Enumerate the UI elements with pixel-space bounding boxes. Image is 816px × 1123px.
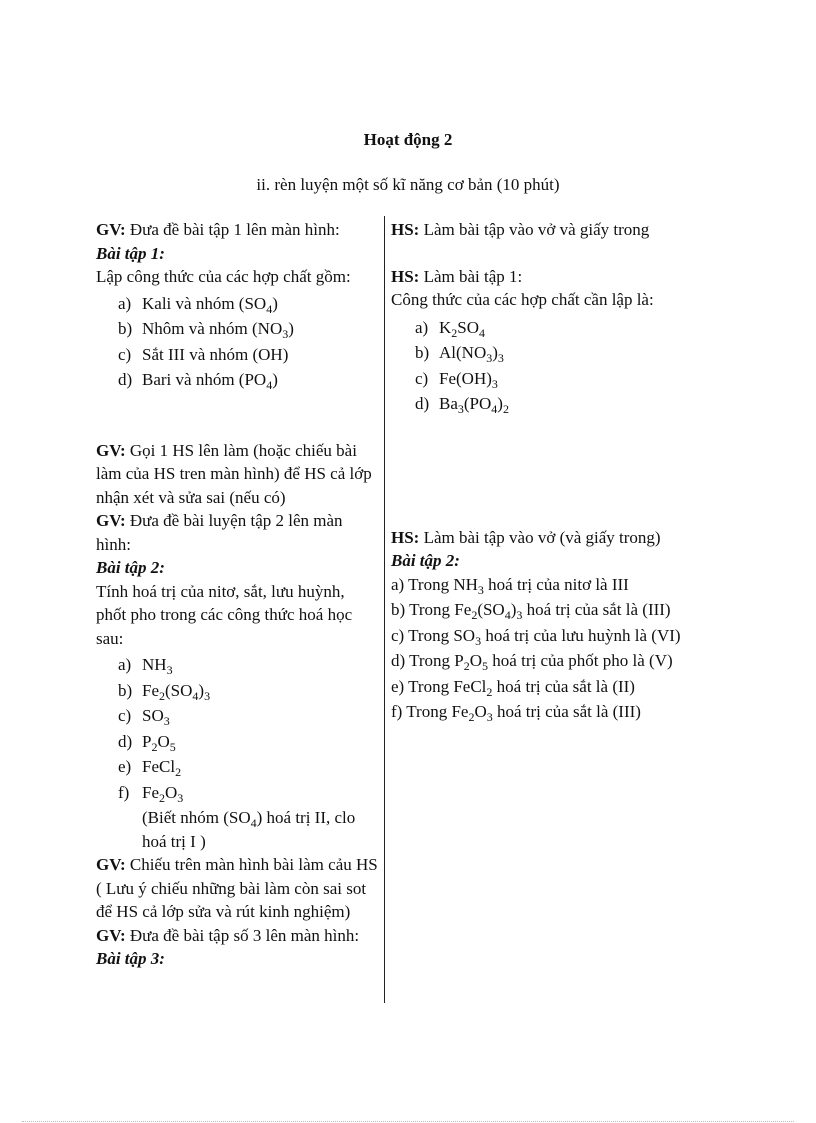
list-item: a) $K_2SO_4$ <box>415 317 486 340</box>
list-item: d) Bari và nhóm $(PO_4)$ <box>118 370 278 392</box>
exercise-2-heading: Bài tập 2: <box>96 558 165 577</box>
gv-instruction-4: GV: Chiếu trên màn hình bài làm cảu HS ( Lưu ý chiếu những bài làm còn sai sot để HS cả lớp sửa và rút kinh nghiệm) <box>96 855 378 921</box>
gv-instruction-3: GV: Đưa đề bài luyện tập 2 lên màn hình: <box>96 511 343 554</box>
page-title: Hoạt động 2 <box>363 130 453 149</box>
exercise-2-list <box>96 653 378 804</box>
answer-1-intro: Công thức của các hợp chất cần lập là: <box>391 290 654 309</box>
hs-response-1: HS: Làm bài tập vào vở và giấy trong <box>391 220 650 239</box>
gv-instruction-1 <box>96 218 378 242</box>
gv-label: GV: <box>96 220 126 239</box>
gv-instruction-2: GV: Gọi 1 HS lên làm (hoặc chiếu bài làm của HS tren màn hình) để HS cả lớp nhận xét và sửa sai (nếu có) <box>96 440 372 507</box>
list-item: f) $Fe_2O_3$ <box>118 782 184 805</box>
footer-dotted-line <box>22 1121 794 1122</box>
answer-2-heading: Bài tập 2: <box>391 551 460 570</box>
hs-response-3: HS: Làm bài tập vào vở (và giấy trong) <box>391 527 661 547</box>
list-item: c) $SO_3$ <box>118 706 170 728</box>
list-item: a) $NH_3$ <box>118 655 173 677</box>
list-item: b) Nhôm và nhóm $(NO_3)$ <box>118 319 294 341</box>
list-item: d) Trong $P_2O_5$ hoá trị của phốt pho là (V) <box>391 651 673 673</box>
exercise-2-note: (Biết nhóm $(SO_4)$ hoá trị II, clo hoá trị I ) <box>142 808 356 851</box>
list-item: a) Trong $NH_3$ hoá trị của nitơ là III <box>391 574 629 597</box>
list-item: c) $Fe(OH)_3$ <box>415 368 498 391</box>
list-item: c) Trong $SO_3$ hoá trị của lưu huỳnh là (VI) <box>391 625 681 648</box>
gv-instruction-5: GV: Đưa đề bài tập số 3 lên màn hình: <box>96 925 360 945</box>
answer-2-list <box>391 573 681 724</box>
exercise-1-heading: Bài tập 1: <box>96 243 165 263</box>
list-item: b) $Al(NO_3)_3$ <box>415 343 504 365</box>
list-item: e) Trong FeCl$_2$ hoá trị của sắt là (II) <box>391 676 635 699</box>
exercise-1-prompt: Lập công thức của các hợp chất gồm: <box>96 267 351 286</box>
exercise-3-heading: Bài tập 3: <box>96 949 165 968</box>
list-item: d) $Ba_3(PO_4)_2$ <box>415 394 509 416</box>
list-item: b) Trong $Fe_2(SO_4)_3$ hoá trị của sắt là (III) <box>391 600 671 622</box>
answer-1-list <box>391 316 681 416</box>
list-item: a) Kali và nhóm $(SO_4)$ <box>118 293 278 316</box>
list-item: e) FeCl$_2$ <box>118 757 182 779</box>
section-subtitle: ii. rèn luyện một số kĩ năng cơ bản (10 phút) <box>256 175 560 194</box>
list-item: c) Sắt III và nhóm (OH) <box>118 344 289 364</box>
teacher-column <box>96 218 378 971</box>
column-divider <box>384 216 385 1003</box>
exercise-2-prompt: Tính hoá trị của nitơ, sắt, lưu huỳnh, phốt pho trong các công thức hoá học sau: <box>96 581 353 648</box>
list-item: b) $Fe_2(SO_4)_3$ <box>118 680 211 703</box>
list-item: f) Trong $Fe_2O_3$ hoá trị của sắt là (III) <box>391 702 641 724</box>
gv-text: Đưa đề bài tập 1 lên màn hình: <box>125 220 340 239</box>
list-item: d) $P_2O_5$ <box>118 731 176 754</box>
exercise-1-list <box>96 292 378 392</box>
hs-response-2: HS: Làm bài tập 1: <box>391 266 523 286</box>
student-column <box>391 218 681 726</box>
